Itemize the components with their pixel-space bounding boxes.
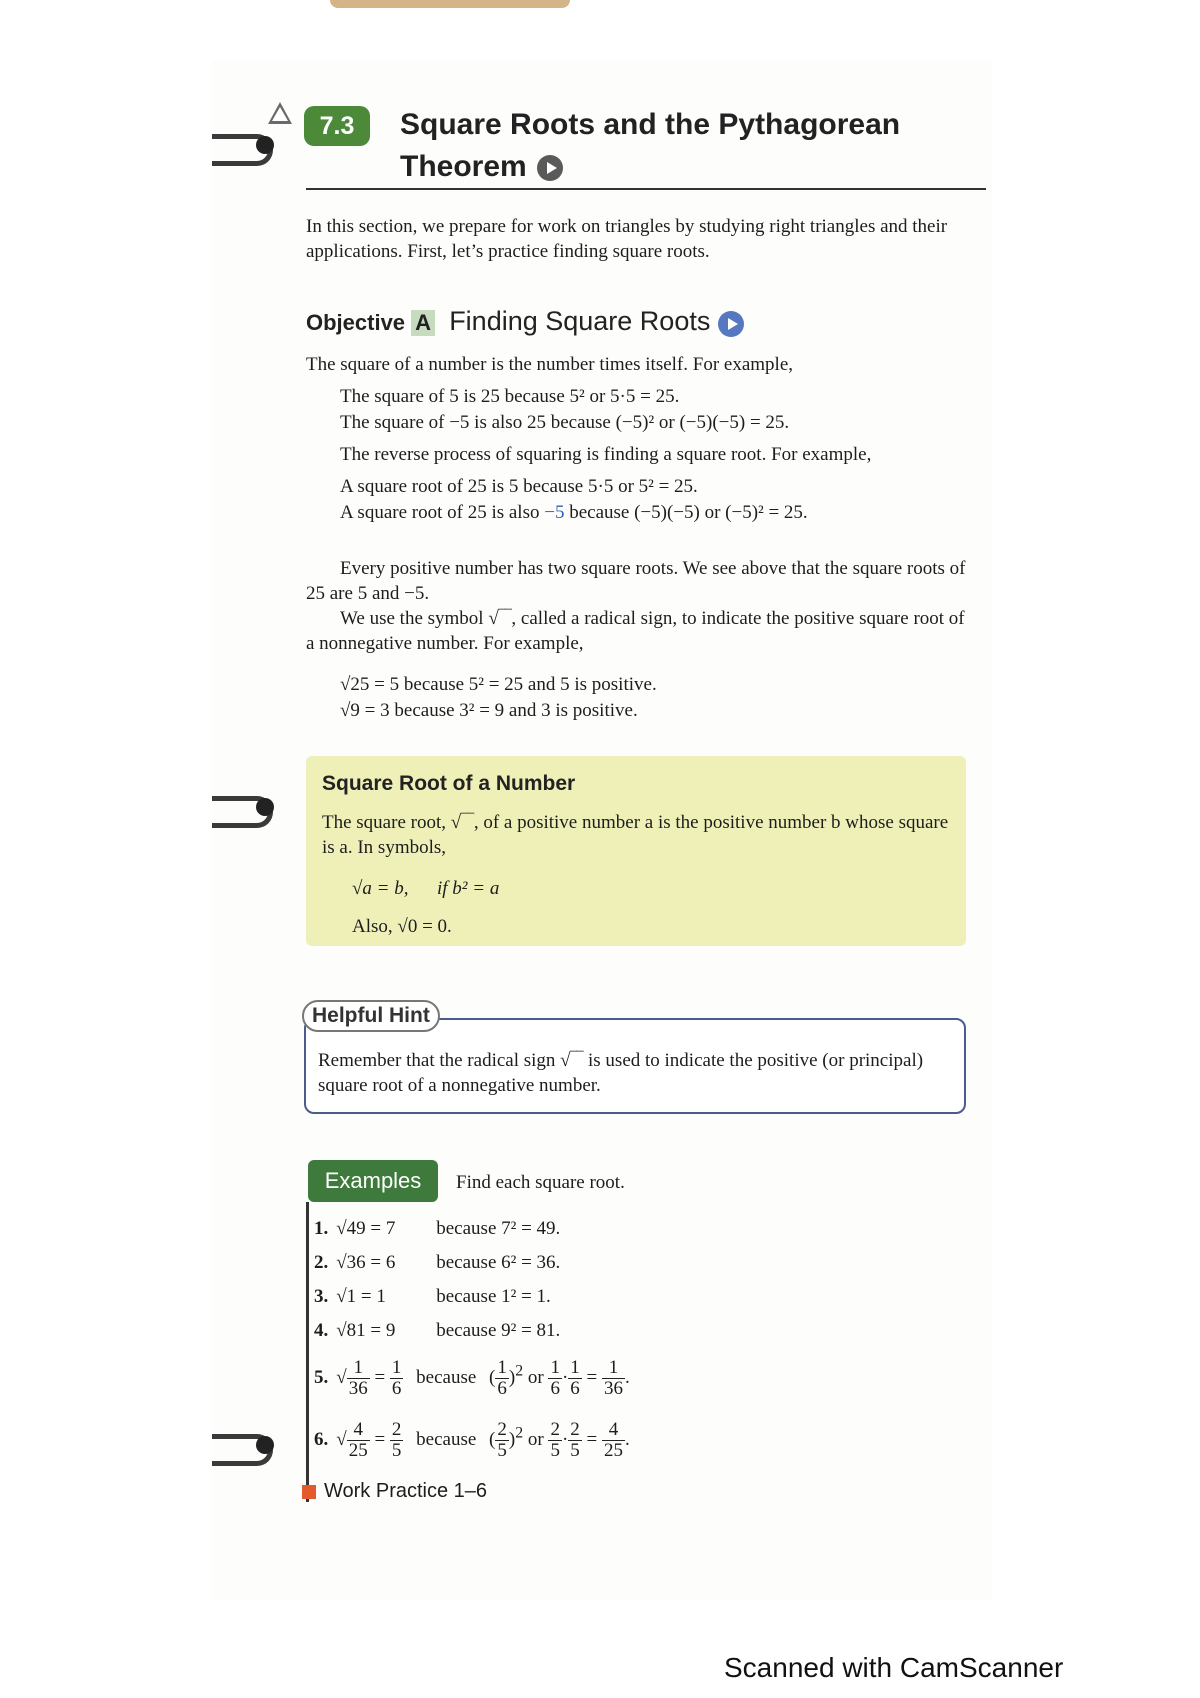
example-number: 6.: [314, 1428, 329, 1450]
example-line: A square root of 25 is 5 because 5·5 or 5² = 25.: [340, 476, 698, 497]
factor-fraction: $\frac{2}{5}$: [570, 1419, 580, 1461]
example-item: [314, 1252, 560, 1274]
example-item: 6. √ $\frac{4}{25}$ = $\frac{2}{5}$ because ( $\frac{2}{5}$ )$^2$ or $\frac{2}{5}$ · $\frac{2}{5}$ = $\frac{4}{25}$ .: [314, 1419, 630, 1461]
example-expression: √1 = 1: [336, 1286, 386, 1307]
text-part: A square root of 25 is also: [340, 502, 545, 523]
binder-ring-icon: [212, 128, 274, 162]
helpful-hint-label: Helpful Hint: [302, 1000, 440, 1032]
video-play-icon[interactable]: [718, 311, 744, 337]
example-line: [340, 500, 980, 525]
work-practice-label: [302, 1480, 487, 1503]
reverse-process-text: The reverse process of squaring is finding a square root. For example,: [340, 444, 872, 465]
squared-fraction: $\frac{1}{6}$: [497, 1357, 507, 1399]
example-item: [314, 1218, 560, 1240]
example-item: 5. √ $\frac{1}{36}$ = $\frac{1}{6}$ because ( $\frac{1}{6}$ )$^2$ or $\frac{1}{6}$ · $\frac{1}{6}$ = $\frac{1}{36}$ .: [314, 1357, 630, 1399]
objective-letter: A: [411, 310, 435, 336]
section-divider: [306, 188, 986, 190]
objective-label: Objective: [306, 310, 406, 335]
work-practice-text: Work Practice 1–6: [324, 1480, 488, 1502]
definition-also: Also, √0 = 0.: [352, 916, 452, 937]
example-item: [314, 1286, 551, 1308]
section-number-badge: 7.3: [304, 106, 370, 146]
example-line: The square of 5 is 25 because 5² or 5·5 = 25.: [340, 386, 680, 407]
two-roots-paragraph: Every positive number has two square roots. We see above that the square roots of 25 are 5 and −5.: [306, 558, 966, 604]
orange-square-icon: [302, 1485, 316, 1499]
radicand-fraction: $\frac{4}{25}$: [348, 1419, 368, 1461]
example-number: 1.: [314, 1218, 329, 1239]
triangle-icon: [268, 102, 292, 124]
text-part: because (−5)(−5) or (−5)² = 25.: [564, 502, 808, 523]
factor-fraction: $\frac{2}{5}$: [550, 1419, 560, 1461]
example-expression: √49 = 7: [336, 1218, 396, 1239]
example-expression: √81 = 9: [336, 1320, 396, 1341]
definition-symbols: √a = b, if b² = a: [352, 878, 500, 899]
examples-instruction: Find each square root.: [456, 1172, 625, 1193]
examples-badge: Examples: [308, 1160, 438, 1202]
example-number: 2.: [314, 1252, 329, 1273]
video-play-icon[interactable]: [537, 155, 563, 181]
section-title-text: Square Roots and the Pythagorean Theorem: [400, 108, 901, 183]
example-reason: because 7² = 49.: [436, 1218, 561, 1239]
binder-ring-icon: [212, 790, 274, 824]
definition-title: Square Root of a Number: [322, 772, 576, 795]
definition-text: The square root, √‾‾, of a positive number a is the positive number b whose square is a. In symbols,: [322, 812, 949, 858]
camscanner-watermark: Scanned with CamScanner: [724, 1652, 1064, 1683]
example-reason: because 6² = 36.: [436, 1252, 561, 1273]
or-word: or: [527, 1366, 544, 1388]
example-line: The square of −5 is also 25 because (−5)² or (−5)(−5) = 25.: [340, 412, 790, 433]
product-fraction: $\frac{1}{36}$: [604, 1357, 623, 1399]
highlight-value: −5: [544, 502, 565, 523]
product-fraction: $\frac{4}{25}$: [604, 1419, 623, 1461]
example-number: 5.: [314, 1366, 329, 1388]
examples-side-rule: [306, 1202, 309, 1502]
example-number: 4.: [314, 1320, 329, 1341]
or-word: or: [527, 1428, 544, 1450]
example-reason: because 1² = 1.: [436, 1286, 551, 1307]
result-fraction: $\frac{1}{6}$: [391, 1357, 402, 1399]
factor-fraction: $\frac{1}{6}$: [550, 1357, 560, 1399]
because-word: because: [416, 1428, 477, 1450]
radical-sign-paragraph: We use the symbol √‾‾, called a radical sign, to indicate the positive square root of a nonnegative number. For example,: [306, 608, 965, 654]
squared-fraction: $\frac{2}{5}$: [497, 1419, 507, 1461]
radicand-fraction: $\frac{1}{36}$: [348, 1357, 368, 1399]
example-line: √25 = 5 because 5² = 25 and 5 is positive.: [340, 674, 657, 695]
example-expression: √36 = 6: [336, 1252, 396, 1273]
page-edge-shadow: [330, 0, 570, 8]
helpful-hint-text: Remember that the radical sign √‾‾ is used to indicate the positive (or principal) square root of a nonnegative number.: [318, 1050, 924, 1096]
binder-ring-icon: [212, 1428, 274, 1462]
example-item: [314, 1320, 560, 1342]
example-line: √9 = 3 because 3² = 9 and 3 is positive.: [340, 700, 638, 721]
result-fraction: $\frac{2}{5}$: [391, 1419, 402, 1461]
example-number: 3.: [314, 1286, 329, 1307]
example-reason: because 9² = 81.: [436, 1320, 561, 1341]
because-word: because: [416, 1366, 477, 1388]
section-title: [400, 104, 920, 188]
factor-fraction: $\frac{1}{6}$: [570, 1357, 580, 1399]
objective-title: Finding Square Roots: [449, 306, 711, 336]
objective-heading: [306, 306, 744, 337]
intro-paragraph: In this section, we prepare for work on triangles by studying right triangles and their applications. First, let’s practice finding square roots.: [306, 216, 948, 262]
square-definition-text: The square of a number is the number times itself. For example,: [306, 354, 794, 375]
